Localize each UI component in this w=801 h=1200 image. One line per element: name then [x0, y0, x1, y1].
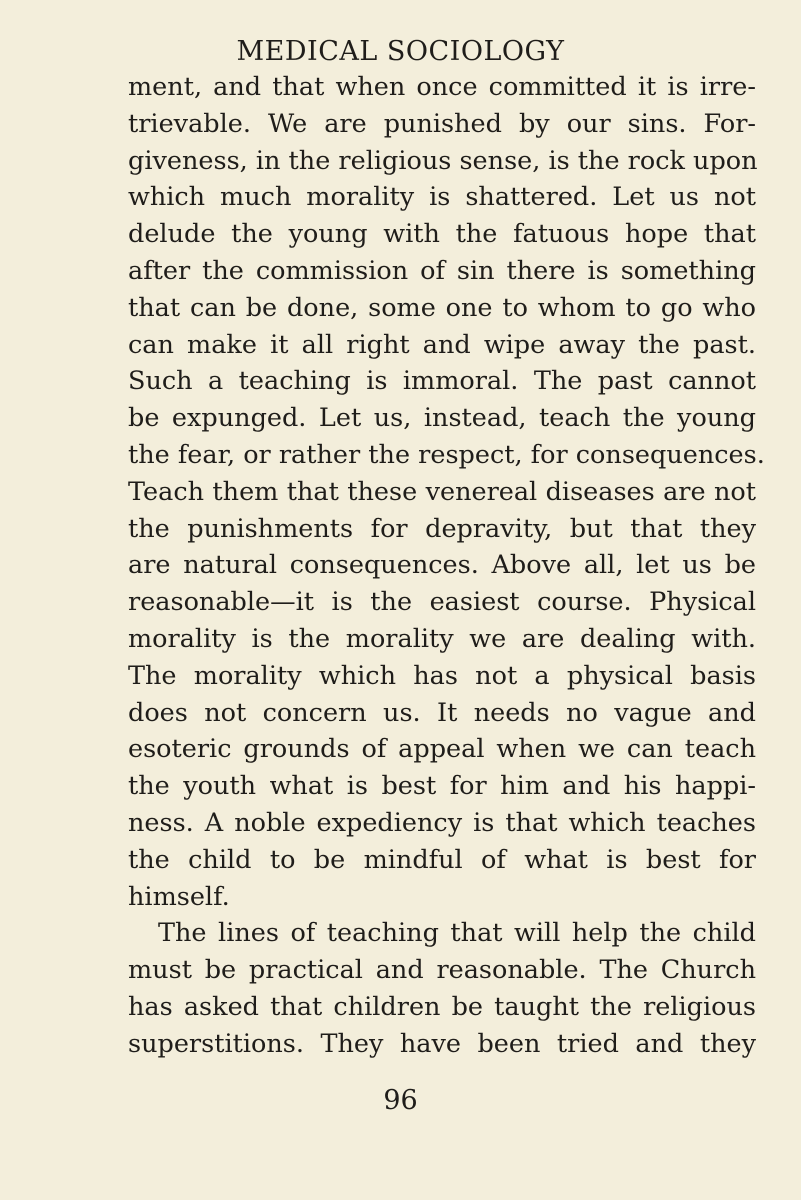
text-line: must be practical and reasonable. The Church	[128, 955, 756, 986]
text-line: morality is the morality we are dealing with.	[128, 623, 756, 654]
text-line: are natural consequences. Above all, let us be	[128, 550, 756, 581]
text-line: Such a teaching is immoral. The past cannot	[128, 366, 756, 397]
body-text	[128, 69, 765, 1063]
text-line: which much morality is shattered. Let us not	[128, 182, 756, 213]
text-line: ness. A noble expediency is that which teaches	[128, 807, 756, 838]
text-line: The lines of teaching that will help the child	[158, 918, 756, 949]
text-line: the child to be mindful of what is best for	[128, 844, 756, 875]
text-line: reasonable—it is the easiest course. Physical	[128, 587, 756, 618]
text-line: the fear, or rather the respect, for consequences.	[128, 439, 765, 470]
text-line: Teach them that these venereal diseases are not	[128, 476, 756, 507]
text-line: trievable. We are punished by our sins. For-	[128, 108, 756, 139]
text-line: delude the young with the fatuous hope that	[128, 219, 756, 250]
text-line: ment, and that when once committed it is irre-	[128, 72, 756, 102]
text-line: the punishments for depravity, but that they	[128, 513, 756, 544]
text-line: has asked that children be taught the religious	[128, 991, 756, 1022]
text-line: The morality which has not a physical basis	[128, 660, 756, 691]
text-line: the youth what is best for him and his happi-	[128, 771, 756, 802]
text-line: superstitions. They have been tried and they	[128, 1028, 756, 1059]
page-number: 96	[383, 1085, 418, 1116]
running-head: MEDICAL SOCIOLOGY	[236, 36, 565, 67]
text-line: after the commission of sin there is something	[128, 255, 756, 286]
text-line: that can be done, some one to whom to go who	[128, 292, 756, 323]
text-line: does not concern us. It needs no vague and	[128, 697, 756, 728]
text-line: giveness, in the religious sense, is the rock upon	[128, 145, 758, 176]
text-line: esoteric grounds of appeal when we can teach	[128, 734, 756, 765]
text-line: can make it all right and wipe away the past.	[128, 329, 756, 360]
text-line: himself.	[128, 881, 230, 912]
text-line: be expunged. Let us, instead, teach the young	[128, 403, 756, 434]
